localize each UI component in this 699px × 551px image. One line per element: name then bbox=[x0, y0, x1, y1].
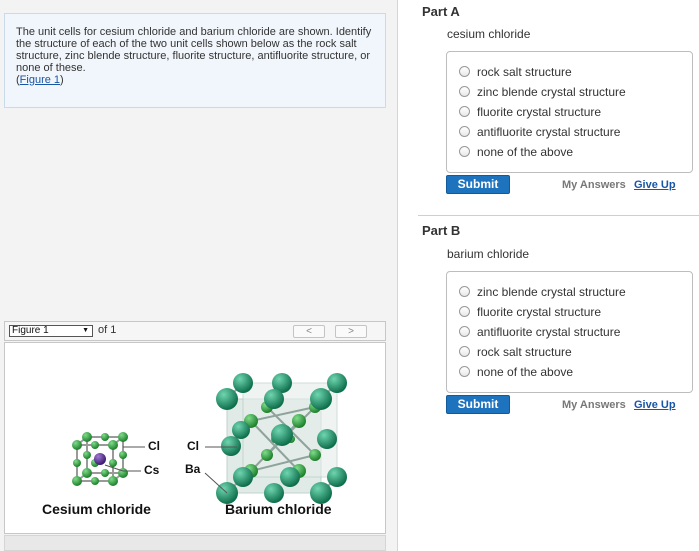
part-b-option[interactable] bbox=[459, 325, 620, 339]
cscl-cs-label: Cs bbox=[144, 463, 160, 477]
radio-icon[interactable] bbox=[459, 306, 470, 317]
figure-link-suffix: ) bbox=[60, 74, 64, 86]
figure-select-value: Figure 1 bbox=[12, 325, 49, 336]
figure-select[interactable] bbox=[9, 325, 93, 337]
part-b-title: Part B bbox=[422, 223, 461, 238]
figure-link-prefix: ( bbox=[16, 74, 20, 86]
radio-icon[interactable] bbox=[459, 86, 470, 97]
option-label: zinc blende crystal structure bbox=[477, 85, 626, 99]
option-label: none of the above bbox=[477, 145, 574, 159]
radio-icon[interactable] bbox=[459, 146, 470, 157]
part-a-my-answers[interactable]: My Answers bbox=[562, 179, 626, 191]
part-a-options bbox=[446, 51, 693, 173]
part-a-option[interactable] bbox=[459, 85, 626, 99]
next-figure-button[interactable]: > bbox=[335, 325, 367, 338]
option-label: antifluorite crystal structure bbox=[477, 325, 621, 339]
cesium-chloride-cell bbox=[72, 432, 145, 486]
question-box bbox=[4, 13, 386, 108]
option-label: antifluorite crystal structure bbox=[477, 125, 621, 139]
option-label: fluorite crystal structure bbox=[477, 305, 602, 319]
barium-chloride-label: Barium chloride bbox=[225, 501, 332, 517]
part-divider bbox=[418, 215, 699, 216]
prev-figure-button[interactable]: < bbox=[293, 325, 325, 338]
figure-toolbar bbox=[4, 321, 386, 341]
part-a-option[interactable] bbox=[459, 65, 572, 79]
option-label: none of the above bbox=[477, 365, 574, 379]
bacl2-cl-label: Cl bbox=[187, 439, 199, 453]
cesium-chloride-label: Cesium chloride bbox=[42, 501, 151, 517]
radio-icon[interactable] bbox=[459, 106, 470, 117]
part-b-submit-button[interactable]: Submit bbox=[446, 395, 510, 414]
part-b-options bbox=[446, 271, 693, 393]
radio-icon[interactable] bbox=[459, 326, 470, 337]
radio-icon[interactable] bbox=[459, 346, 470, 357]
part-a-submit-button[interactable]: Submit bbox=[446, 175, 510, 194]
part-a-option[interactable] bbox=[459, 105, 601, 119]
option-label: rock salt structure bbox=[477, 345, 572, 359]
figure-image bbox=[4, 342, 386, 534]
figure-count: of 1 bbox=[98, 324, 117, 336]
part-b-option[interactable] bbox=[459, 345, 572, 359]
radio-icon[interactable] bbox=[459, 66, 470, 77]
figure-footer bbox=[4, 535, 386, 551]
part-a-subtitle: cesium chloride bbox=[447, 27, 531, 41]
part-b-my-answers[interactable]: My Answers bbox=[562, 399, 626, 411]
option-label: fluorite crystal structure bbox=[477, 105, 602, 119]
bacl2-ba-label: Ba bbox=[185, 462, 201, 476]
part-b-option[interactable] bbox=[459, 305, 601, 319]
part-b-option[interactable] bbox=[459, 285, 626, 299]
part-a-give-up-link[interactable]: Give Up bbox=[634, 179, 676, 191]
option-label: rock salt structure bbox=[477, 65, 572, 79]
figure-link[interactable]: Figure 1 bbox=[19, 74, 61, 86]
chevron-down-icon: ▼ bbox=[82, 327, 89, 334]
cscl-cl-label: Cl bbox=[148, 439, 160, 453]
question-text: The unit cells for cesium chloride and barium chloride are shown. Identify the structure of each of the two unit cells shown below as the rock salt structure, zinc blende structure, fluorite structure, antifluorite structure, or none of these. bbox=[16, 26, 372, 74]
radio-icon[interactable] bbox=[459, 126, 470, 137]
part-b-option[interactable] bbox=[459, 365, 573, 379]
barium-chloride-cell bbox=[205, 373, 347, 504]
option-label: zinc blende crystal structure bbox=[477, 285, 626, 299]
part-a-title: Part A bbox=[422, 4, 460, 19]
radio-icon[interactable] bbox=[459, 286, 470, 297]
part-a-option[interactable] bbox=[459, 125, 620, 139]
radio-icon[interactable] bbox=[459, 366, 470, 377]
part-a-option[interactable] bbox=[459, 145, 573, 159]
part-b-subtitle: barium chloride bbox=[447, 247, 530, 261]
part-b-give-up-link[interactable]: Give Up bbox=[634, 399, 676, 411]
